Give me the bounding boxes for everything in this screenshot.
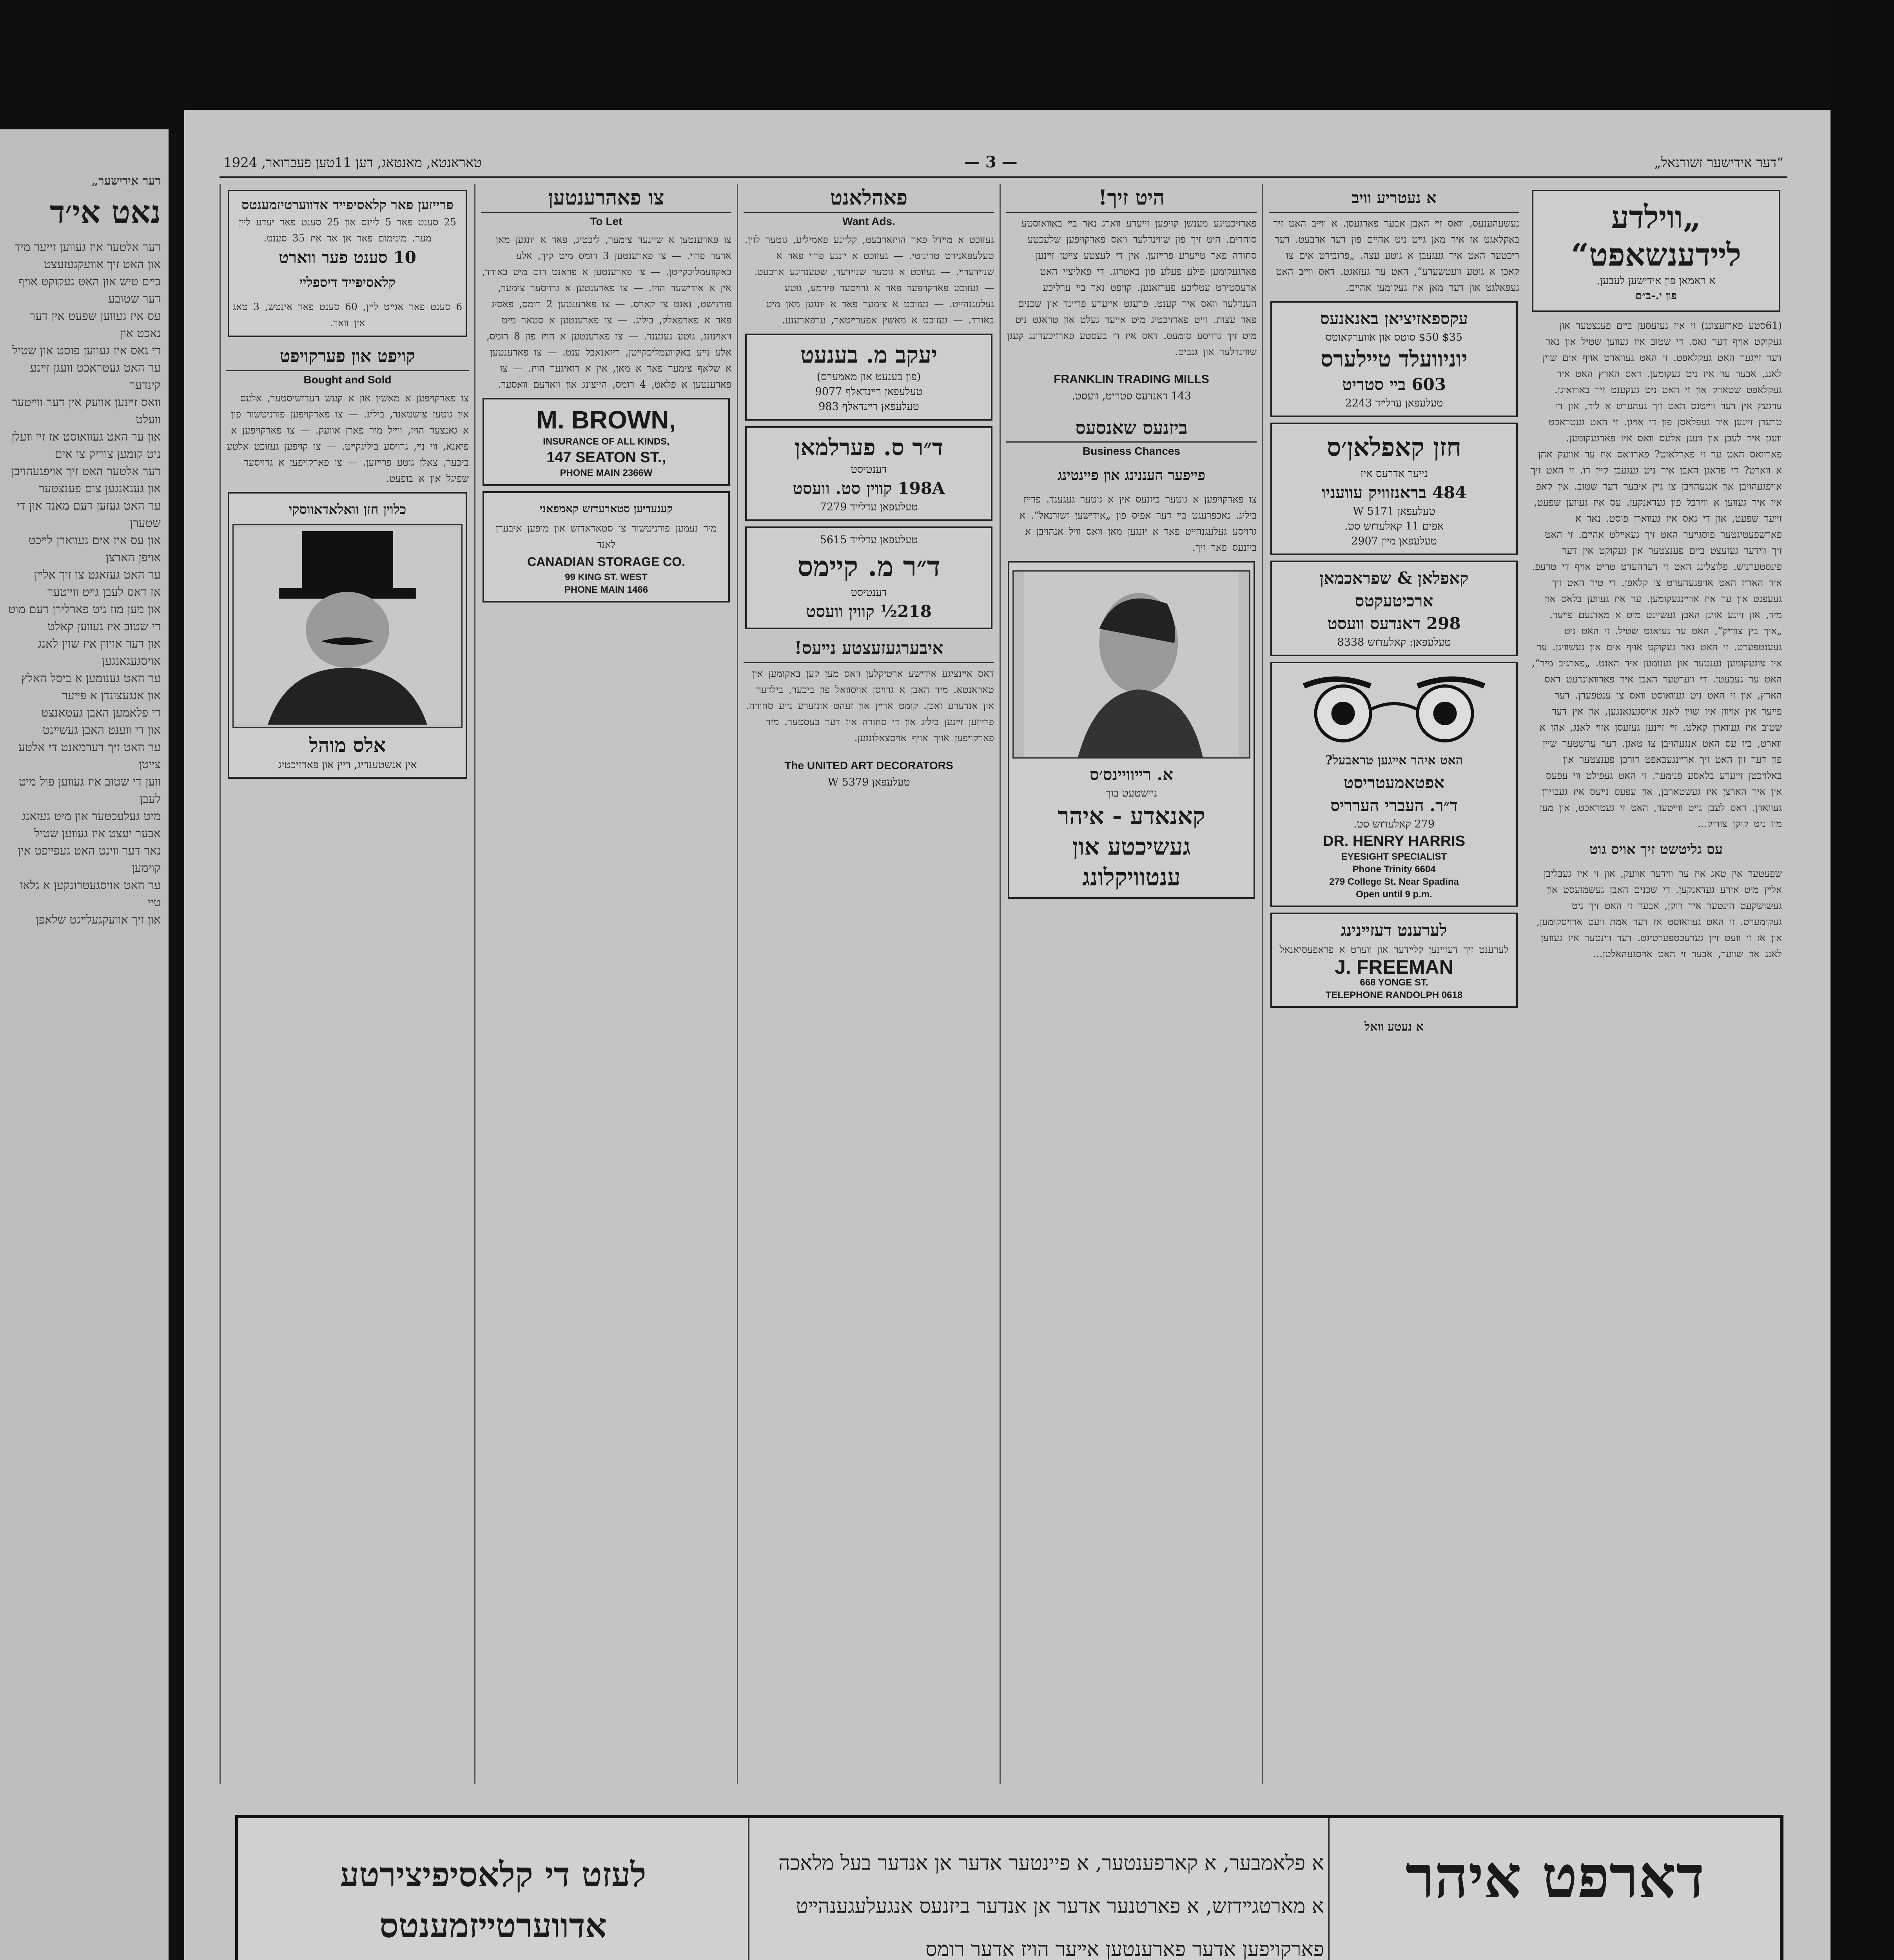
benet-line-4: טעלעפאן רײנדאלף 983	[818, 401, 919, 413]
ad-benet	[745, 334, 992, 421]
promo-left-title-1: לעזט די קלאסיפיצירטע	[340, 1855, 646, 1895]
promo-mid-2: א מארטגײדזש, א פארטנער אדער אן אנדער ביזנעס אנגעלעגענהײט	[796, 1895, 1324, 1918]
storage-line-3: 99 KING ST. WEST	[565, 572, 648, 583]
freeman-line-1: לערענט דעזײנינג	[1341, 920, 1447, 940]
optometrist-line-2: אפטאמעטריסט	[1343, 773, 1445, 792]
ad-architects	[1270, 561, 1518, 656]
brown-line-4: PHONE MAIN 2366W	[560, 468, 653, 478]
ad-keims	[745, 526, 992, 629]
novel-text: (61סטע פארזעצונג) זי איז געזעסען בײם פענצטער און געקוקט אויף דער גאס. די שטוב איז געװען שטיל און נאר דער זײגער האט געקלאפט. זי האט געװארט אויף אים שוין לאנג, אבער ער איז ניט געקומען. דאס הארץ האט איר געקלאפט שטארק און זי האט ניט געקענט זיך בארואיגן. ערגעץ אין דער װײטנס האט זיך געהערט א ליד, און די טרערן זײנען איר געפלאסן פון די אויגן. זי האט געטראכט װעגן איר לעבן און װעגן אלעס װאס איז פארגעקומען. פארװאס האט ער זי פארלאזט? פארװאס איז ער אװעק אהן א װארט? די פראגן האבן איר ניט געגעבן קײן רו. זי האט זיך אויפגעהויבן און אנגעהויבן צו גײן איבער דער שטוב. אין קאפ איז איר געװען א װירבל פון געדאנקען. עס איז געװען שפעט, זײער שפעט, און די גאס איז געװארן פוסט. נאר א פארשפעטיגטער פוסגײער האט זיך געאײלט אהײם. זי האט זיך װידער געזעצט בײם פענצטער און געקוקט אין דער פינסטערניש. פלוצלינג האט זי דערהערט טריט אויף די טרעפ. איר הארץ האט אויפגעהערט צו קלאפן. די טיר האט זיך געעפנט און ער איז ארײנגעקומען. ער איז געװען בלאס און מיד, און זײנע אויגן האבן געשײנט מיט א מאדנעם פײער. „איך בין צוריק“, האט ער געזאגט שטיל. זי האט ניט געענטפערט. זי האט נאר געקוקט אויף אים און געשװיגן. ער איז צוגעקומען נענטער און גענומען איר האנט. „פארגיב מיר“, האט ער געבעטן. די װערטער האבן איר פארװאונדעט דאס הארץ, און זי האט ניט געװאוסט װאס צו ענטפערן. דער פײער אין אויװן איז שוין לאנג אויסגעגאנגען, און אין דער שטוב איז געװארן קאלט. זײ זײנען געזעסן אזוי לאנג, אהן א װארט, ביז עס האט אנגעהויבן צו טאגן. דער ערשטער שײן פון דער זון האט זיך ארײנגעכאפט דורכן פענצטער און באלויכטן זײערע בלאסע פנימער. זי האט געפילט װי עפעס אין איר הארצן איז געשטארבן, און עפעס נײעס איז געבוירן געװארן. דאס לעבן גײט װײטער, האט זי געטראכט, און מען מוז ניט קוקן צוריק...	[1530, 320, 1782, 829]
col3-text: פארזיכטיגע מענשן קויפען זײערע װארג נאר בײ באװאוסטע סוחרים. היט זיך פון שװינדלער װאס פארקויפען שלעכטע סחורה פאר טײערע פרײזען. אין די לעצטע צײטן זײנען פארגעקומען פילע פעלע פון באטרוג. די פאליציי האט ארעסטירט עטליכע פערזאנען. קויפט נאר בײ ערליכע הענדלער װאס איר קענט. פרעגט אײערע פרײנד און שכנים פאר עצות. זײט פארזיכטיג מיט אײער געלט און טראגט ניט מיט זיך גרויסע סומעס. דאס איז די בעסטע פארזיכערונג קעגן שװינדלער און גנבים.	[1007, 218, 1257, 358]
novel-title: „ווילדע לײדענשאפט“	[1571, 199, 1742, 273]
exposition-line-2: $35 $50 סוטס און אווערקאוטס	[1325, 331, 1463, 343]
prices-line-1: 10 סענט פער ווארט	[279, 248, 416, 267]
bought-sold-text: צו פארקויפען א מאשין און א קעש רעדזשיסטער, אלעס אין גוטען צושטאנד, ביליג. — צו פארקויפען פורניטשור פון א גאנצער הויז, װײל מיר פארן אװעק. — צו פארקויפען א פיאנא, װי נײ, גרויסע ביליגקײט. — צו קויפען געזוכט אלטע ביכער, צאלן גוטע פרײזען. — צו פארקויפען א גרויסער שפיגל און א בופעט.	[227, 392, 469, 484]
ad-kaplan-cantor	[1270, 423, 1518, 555]
prices-text-2: 6 סענט פאר אגײט ליין, 60 סענט פאר אינטש, 3 טאג אין װאך.	[232, 301, 463, 328]
ad-freeman	[1270, 913, 1518, 1008]
ad-united-art	[745, 751, 992, 795]
business-chances-en: Business Chances	[1083, 445, 1180, 457]
freeman-text: לערענט זיך דעזײנען קלײדער און ווערט א פראפעסיאנאל	[1279, 944, 1509, 955]
promo-mid-1: א פלאמבער, א קארפענטער, א פיינטער אדער אן אנדער בעל מלאכה	[778, 1851, 1324, 1875]
mohel-face	[306, 592, 389, 668]
left-pupil	[1332, 702, 1355, 725]
novel-title-box	[1532, 190, 1780, 312]
exposition-line-3: יוניוועלד טײלערס	[1321, 346, 1468, 372]
storage-line-1: קענעדיען סטארעדזש קאמפאני	[539, 502, 673, 515]
ad-mohel-portrait	[228, 492, 467, 779]
promo-left	[238, 1818, 749, 1960]
translated-news-text: דאס אײנציגע אידישע ארטיקלען װאס מען קען באקומען אין טאראנטא. מיר האבן א גרויסן אויסװאל פון ביכער, בילדער און אנדערע זאכן. קומט ארײן און זעהט אונזערע נײע סחורה. פרײזען זײנען ביליג און די סחורה איז דער בעסטער. מיר פארקויפען אויך אויף אויסצאלונגען.	[746, 668, 994, 744]
ad-optometrist	[1270, 662, 1518, 907]
col3-title: היט זיך!	[1006, 184, 1257, 213]
translated-news-title: איבערגעזעצטע נײעס!	[744, 635, 994, 663]
kaplan-line-4: טעלעפאן W 5171	[1353, 505, 1435, 517]
mohel-line-1: כלוין חזן וואלאדאווסקי	[288, 502, 406, 517]
benet-line-2: (פון בענעט און מאמערס)	[816, 371, 921, 383]
freeman-line-3: 668 YONGE ST.	[1360, 977, 1428, 988]
benet-line-1: יעקב מ. בענעט	[800, 341, 938, 368]
rivins-line-3: קאנאדע - איהר	[1058, 802, 1205, 830]
column-ads-2	[1262, 184, 1525, 1784]
mohel-portrait-illustration	[232, 524, 463, 728]
prev-masthead: „דער אידישער	[91, 174, 161, 188]
column-novel	[1525, 184, 1787, 1784]
rivins-line-1: א. רײוויינס׳ס	[1089, 765, 1173, 784]
want-ads-text: געזוכט א מײדל פאר הויזארבעט, קלײנע פאמיליע, גוטער לוין. טעלעפאנירט טריניטי. — געזוכט א יונגע פרוי פאר א שניידערײ. — געזוכט א גוטער שניידער, שטענדיגע ארבעט. — געזוכט פארקויפער פאר א גרויסער פירמע, גוטע געלעגנהײט. — געזוכט א צימער פאר א יונגען מאן מיט באורד. — געזוכט א מאשין אפערײטאר, ערפארענע.	[744, 234, 994, 326]
novel-author: פון י.-ב״ם	[1635, 290, 1677, 302]
storage-text: מיר נעמען פורניטשור צו סטאראדזש און מופען איבערן לאנד	[495, 523, 717, 550]
novel-subhead: עס גליטשט זיך אויס גוט	[1589, 841, 1723, 858]
bought-sold-title: קויפט און פערקויפט	[226, 343, 469, 371]
keims-line-1: ד״ר מ. קײמס	[797, 550, 940, 583]
rivins-line-2: ניישטעט בוך	[1105, 787, 1157, 799]
mohel-line-3: אין אנשטענדיג, ריין און פארזיכטיג	[278, 759, 417, 771]
ad-perlman	[745, 426, 992, 521]
col2-footer: א נעטע וואל	[1364, 1020, 1424, 1034]
brown-line-1: M. BROWN,	[536, 406, 676, 434]
ad-brown-insurance	[483, 398, 730, 486]
optometrist-line-1: האט איהר אײגען טראבעל?	[1325, 753, 1463, 768]
prev-column-text: דער אלטער איז געווען זייער מיד און האט זיך אװעקגעזעצט בײם טיש און האט געקוקט אויף דער שטובע עס איז געווען שפעט אין דער נאכט און די גאס איז געווען פוסט און שטיל ער האט געטראכט וועגן זײנע קינדער וואס זײנען אװעק אין דער װײטער װעלט און ער האט געװאוסט אז זײ װעלן ניט קומען צוריק צו אים דער אלטער האט זיך אויפגעהויבן און געגאנגען צום פענצטער ער האט געזען דעם מאנד און די שטערן און עס איז אים געװארן לײכט אויפן הארצן ער האט געזאגט צו זיך אלײן אז דאס לעבן גײט װײטער און מען מוז ניט פארלירן דעם מוט די שטוב איז געװען קאלט און דער אויװן איז שוין לאנג אויסגעגאנגען ער האט גענומען א ביסל האלץ און אנגעצונדן א פײער די פלאמען האבן געטאנצט און די װענט האבן געשײנט ער האט זיך דערמאנט די אלטע צײטן װען די שטוב איז געװען פול מיט לעבן מיט געלעכטער און מיט געזאנג אבער יעצט איז געװען שטיל נאר דער װינט האט געפײפט אין קוימען ער האט אויסגעטרונקען א גלאז טײ און זיך אװעקגעלײגט שלאפן	[8, 240, 161, 927]
business-chances-title: ביזנעס שאנסעס	[1006, 414, 1257, 443]
promo-right	[1328, 1818, 1780, 1960]
ad-rivins-book	[1008, 561, 1255, 899]
header-page-number: — 3 —	[964, 153, 1018, 171]
architect-line-2: ארכיטעקטס	[1355, 591, 1433, 610]
optometrist-line-7: Phone Trinity 6604	[1352, 864, 1436, 875]
franklin-line-1: FRANKLIN TRADING MILLS	[1054, 373, 1209, 386]
prices-subhead: קלאסיפייד דיספליי	[299, 275, 396, 290]
ad-franklin	[1008, 365, 1255, 408]
architect-line-1: קאפלאן & שפראכמאן	[1319, 568, 1469, 588]
kaplan-line-6: טעלעפאן מײן 2907	[1351, 535, 1437, 547]
kaplan-line-2: נײער אדרעס איז	[1360, 468, 1428, 480]
benet-line-3: טעלעפאן רײנדאלף 9077	[815, 386, 923, 398]
freeman-line-2: J. FREEMAN	[1335, 956, 1453, 978]
exposition-line-4: 603 בײ סטריט	[1342, 375, 1446, 394]
franklin-line-2: 143 דאנדעס סטריט, וועסט.	[1071, 390, 1192, 402]
to-let-text: צו פארענטען א שײנער צימער, ליכטיג, פאר א יונגען מאן אדער פרוי. — צו פארענטען 3 רומס מיט קיך, אלע באקװעמליכקײטן. — צו פארענטען א פראנט רום מיט באורד, אין א אידישער הויז. — צו פארענטען א גרויסער צימער, פורנישט, נאנט צו קארס. — צו פארענטען 2 רומס, פאסיג פאר א פארפאלק, ביליג. — צו פארענטען א סטאר מיט װאוינונג, גוטע געגענד. — צו פארענטען א הויז פון 8 רומס, אלע נײע באקװעמליכקײטן, ריזאנאבל ענט. — צו פארענטען א שלאף צימער פאר א מאן, אין א רואיגער הויז. — צו פארענטען א פלאט, 4 רומס, הייצונג און װארעם װאסער.	[482, 234, 731, 390]
top-hat-crown	[302, 531, 393, 592]
prev-title: נאט אי׳ד	[50, 194, 161, 230]
want-ads-title: פאהלאנט	[744, 184, 994, 213]
storage-line-4: PHONE MAIN 1466	[564, 584, 648, 595]
united-line-1: The UNITED ART DECORATORS	[784, 759, 953, 771]
promo-need: דארפט איהר	[1405, 1842, 1705, 1911]
promo-left-title-2: אדווערטײזמענטס	[379, 1906, 607, 1945]
promo-mid-3: פארקויפען אדער פארענטען אײער הויז אדער רומס	[925, 1938, 1324, 1960]
perlman-line-1: ד״ר ס. פערלמאן	[795, 434, 943, 461]
bought-sold-en: Bought and Sold	[303, 374, 392, 386]
glasses-bridge	[1371, 704, 1418, 710]
header-masthead: „דער אידישער זשורנאל“	[1654, 155, 1783, 171]
col3-text-2: צו פארקויפען א גוטער ביזנעס אין א גוטער געגענד. פרײז ביליג. נאכפרעגט בײ דער אפיס פון „אידישען זשורנאל“. א גרויסע געלעגנהײט פאר א יונגען מאן װאס װיל אנהויבן א ביזנעס פאר זיך.	[1019, 494, 1257, 553]
newspaper-page	[184, 110, 1831, 1960]
novel-text-2: שפעטער אין טאג איז ער װידער אװעק, און זי איז געבליבן אלײן מיט אירע געדאנקען. די שכנים האבן געשמועסט און געשושקעט הינטער איר רוקן, אבער זי האט זיך ניט געקימערט. זי האט געװאוסט אז דער אמת װעט ארויסקומען, און אז זי װעט זײן גערעכטפערטיגט. דער װינטער איז געװען לאנג און שװער, אבער זי האט אויסגעהאלטן...	[1536, 868, 1782, 960]
col2-text: נעשעהענעס, װאס זײ האבן אבער פארגעסן. א װײב האט זיך באקלאגט אז איר מאן גײט ניט אהײם פון דער ארבעט. דער ריכטער האט איר געגעבן א גוטע עצה. „פרובירט אים צו קאכן א גוטע װעטשערע“, האט ער געזאגט. דאס װײב האט געפאלגט און דער מאן איז געקומען אהײם.	[1273, 218, 1519, 293]
freeman-line-4: TELEPHONE RANDOLPH 0618	[1325, 990, 1463, 1000]
architect-line-4: טעלעפאן: קאלעדזש 8338	[1337, 636, 1451, 648]
perlman-line-2: דענטיסט	[851, 463, 887, 475]
column-to-let	[474, 184, 737, 1784]
optometrist-line-4: 279 קאלעדזש סט.	[1353, 818, 1435, 830]
want-ads-en: Want Ads.	[842, 215, 895, 227]
keims-line-2: דענטיסט	[851, 586, 887, 599]
storage-line-2: CANADIAN STORAGE CO.	[527, 555, 685, 569]
perlman-line-4: טעלעפאן עדלײד 7279	[820, 501, 918, 513]
column-classified-prices	[220, 184, 474, 1784]
previous-page-strip	[0, 129, 169, 1960]
left-eyebrow	[1304, 679, 1371, 686]
prices-text: 25 סענט פאר 5 ליינס און 25 סענט פאר יעדע לײן מער. מינימום פאר אן אד איז 35 סענט.	[238, 216, 457, 244]
novel-subtitle: א ראמאן פון אידישען לעבען.	[1596, 275, 1716, 287]
eyeglasses-illustration	[1275, 670, 1513, 745]
to-let-en: To Let	[590, 215, 622, 227]
promo-middle	[748, 1818, 1336, 1960]
keims-line-3: 218½ קווין וועסט	[806, 602, 932, 621]
mohel-line-2: אלס מוהל	[309, 733, 386, 757]
column-want-ads	[737, 184, 1000, 1784]
header-date: טאראנטא, מאנטאג, דען 11טען פעברואר, 1924	[223, 155, 482, 171]
exposition-line-5: טעלעפאן עדלײד 2243	[1345, 397, 1443, 409]
kaplan-line-5: אפים 11 קאלעדזש סט.	[1344, 520, 1444, 532]
kaplan-line-3: 484 בראנזוויק עוועניו	[1321, 483, 1467, 502]
prices-title: פרייזען פאר קלאסיפייד אדווערטיזמענטס	[241, 197, 454, 213]
optometrist-line-8: 279 College St. Near Spadina	[1329, 877, 1459, 887]
col3-subhead: פײפער העננינג און פיינטינג	[1057, 467, 1206, 483]
optometrist-line-3: ד״ר. העברי הערריס	[1330, 796, 1458, 815]
architect-line-3: 298 דאנדעס וועסט	[1327, 614, 1461, 633]
optometrist-line-6: EYESIGHT SPECIALIST	[1341, 851, 1447, 862]
exposition-line-1: עקספאזיציאן באנאנעס	[1320, 309, 1468, 328]
column-ads-3	[1000, 184, 1262, 1784]
promo-want	[1330, 1936, 1780, 1960]
right-eyebrow	[1418, 679, 1484, 686]
rivins-line-4: געשיכטע און	[1072, 833, 1191, 860]
right-pupil	[1433, 702, 1457, 725]
col2-title: א נעטריע וויב	[1269, 184, 1519, 213]
bottom-classified-promo	[235, 1815, 1783, 1960]
rivins-line-5: ענטוויקלונג	[1082, 864, 1181, 891]
optometrist-line-5: DR. HENRY HARRIS	[1323, 833, 1466, 849]
ad-exposition	[1270, 301, 1518, 417]
page-header	[220, 149, 1787, 178]
classified-prices-box	[228, 190, 467, 337]
to-let-title: צו פאהרענטען	[481, 184, 731, 213]
brown-line-3: 147 SEATON ST.,	[546, 449, 666, 466]
united-line-2: טעלעפאן W 5379	[827, 776, 910, 788]
keims-line-4: טעלעפאן עדלײד 5615	[820, 534, 918, 546]
optometrist-line-9: Open until 9 p.m.	[1356, 889, 1432, 900]
scan-edge	[1831, 0, 1894, 1960]
brown-line-2: INSURANCE OF ALL KINDS,	[543, 436, 669, 447]
kaplan-line-1: חזן קאפלאן׳ס	[1327, 433, 1461, 462]
ad-canadian-storage	[483, 491, 730, 603]
portrait-illustration	[1012, 570, 1250, 759]
perlman-line-3: 198A קווין סט. וועסט	[793, 479, 945, 498]
